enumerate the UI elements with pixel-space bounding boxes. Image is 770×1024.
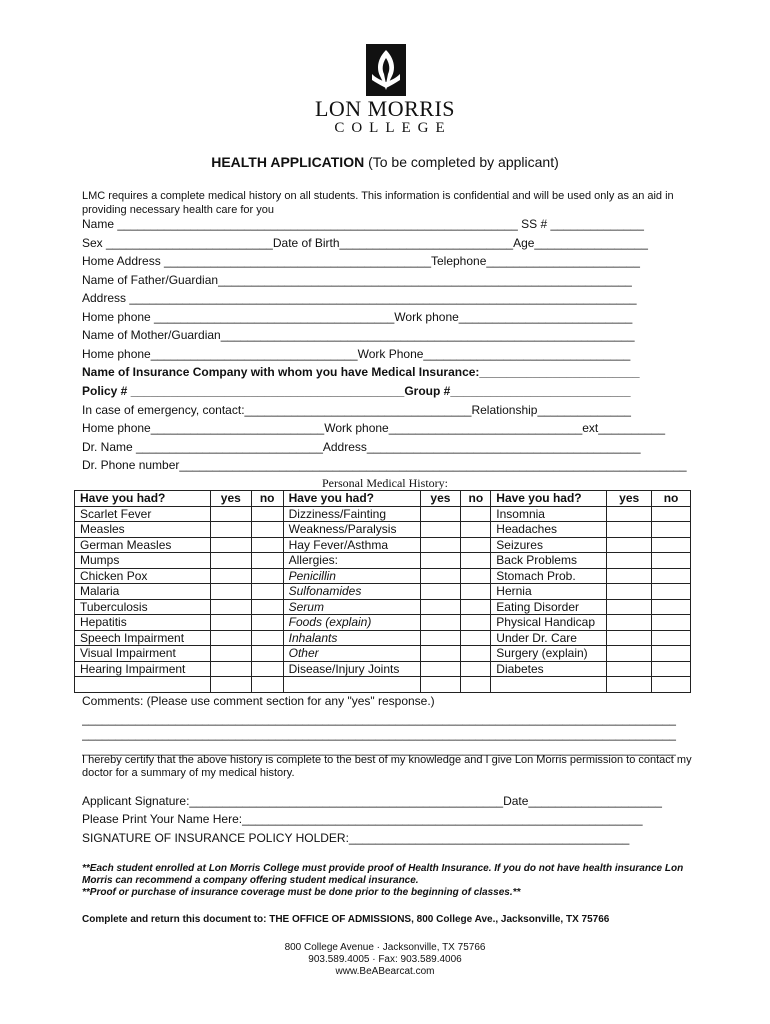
logo-name: LON MORRIS bbox=[314, 96, 456, 121]
answer-no-cell[interactable] bbox=[461, 661, 491, 677]
condition-label: Hay Fever/Asthma bbox=[283, 537, 420, 553]
table-header-row bbox=[75, 491, 691, 507]
condition-label: Physical Handicap bbox=[491, 615, 607, 631]
answer-yes-cell[interactable] bbox=[607, 677, 652, 693]
condition-label: Surgery (explain) bbox=[491, 646, 607, 662]
answer-no-cell[interactable] bbox=[251, 584, 283, 600]
condition-label: Hernia bbox=[491, 584, 607, 600]
answer-no-cell[interactable] bbox=[652, 599, 691, 615]
answer-no-cell[interactable] bbox=[652, 553, 691, 569]
answer-no-cell[interactable] bbox=[461, 646, 491, 662]
condition-label: Allergies: bbox=[283, 553, 420, 569]
answer-yes-cell[interactable] bbox=[210, 568, 251, 584]
condition-label: German Measles bbox=[75, 537, 211, 553]
answer-no-cell[interactable] bbox=[652, 506, 691, 522]
table-row bbox=[75, 522, 691, 538]
table-row bbox=[75, 630, 691, 646]
answer-no-cell[interactable] bbox=[251, 630, 283, 646]
footer-phone: 903.589.4005 · Fax: 903.589.4006 bbox=[308, 954, 462, 965]
answer-no-cell[interactable] bbox=[461, 584, 491, 600]
answer-no-cell[interactable] bbox=[461, 568, 491, 584]
table-row bbox=[75, 537, 691, 553]
answer-yes-cell[interactable] bbox=[210, 522, 251, 538]
answer-yes-cell[interactable] bbox=[210, 553, 251, 569]
answer-no-cell[interactable] bbox=[652, 661, 691, 677]
answer-yes-cell[interactable] bbox=[420, 677, 461, 693]
table-row bbox=[75, 661, 691, 677]
answer-no-cell[interactable] bbox=[461, 599, 491, 615]
table-row bbox=[75, 568, 691, 584]
home-address-field[interactable]: Home Address ________________________________________Telephone_______________________ bbox=[82, 254, 640, 268]
condition-label: Visual Impairment bbox=[75, 646, 211, 662]
answer-no-cell[interactable] bbox=[251, 522, 283, 538]
answer-yes-cell[interactable] bbox=[607, 646, 652, 662]
answer-yes-cell[interactable] bbox=[607, 615, 652, 631]
answer-no-cell[interactable] bbox=[652, 522, 691, 538]
answer-yes-cell[interactable] bbox=[420, 506, 461, 522]
condition-label: Disease/Injury Joints bbox=[283, 661, 420, 677]
answer-yes-cell[interactable] bbox=[607, 506, 652, 522]
doctor-phone-field[interactable]: Dr. Phone number____________________________________________________________________________ bbox=[82, 458, 687, 472]
condition-label: Dizziness/Fainting bbox=[283, 506, 420, 522]
answer-yes-cell[interactable] bbox=[420, 568, 461, 584]
address-field[interactable]: Address ____________________________________________________________________________ bbox=[82, 291, 637, 305]
doctor-name-field[interactable]: Dr. Name ____________________________Address_________________________________________ bbox=[82, 440, 641, 454]
answer-no-cell[interactable] bbox=[461, 553, 491, 569]
condition-label: Tuberculosis bbox=[75, 599, 211, 615]
column-header: no bbox=[461, 491, 491, 507]
answer-yes-cell[interactable] bbox=[607, 661, 652, 677]
answer-yes-cell[interactable] bbox=[210, 584, 251, 600]
column-header: Have you had? bbox=[491, 491, 607, 507]
table-row bbox=[75, 599, 691, 615]
answer-yes-cell[interactable] bbox=[607, 584, 652, 600]
condition-label: Scarlet Fever bbox=[75, 506, 211, 522]
print-name-field[interactable]: Please Print Your Name Here:____________________________________________________________ bbox=[82, 812, 643, 826]
condition-label: Foods (explain) bbox=[283, 615, 420, 631]
condition-label: Malaria bbox=[75, 584, 211, 600]
condition-label: Speech Impairment bbox=[75, 630, 211, 646]
answer-yes-cell[interactable] bbox=[210, 630, 251, 646]
condition-label: Inhalants bbox=[283, 630, 420, 646]
answer-yes-cell[interactable] bbox=[210, 506, 251, 522]
answer-no-cell[interactable] bbox=[251, 537, 283, 553]
column-header: yes bbox=[607, 491, 652, 507]
condition-label: Headaches bbox=[491, 522, 607, 538]
insurance-company-field[interactable]: Name of Insurance Company with whom you have Medical Insurance:________________________ bbox=[82, 365, 640, 379]
answer-yes-cell[interactable] bbox=[420, 522, 461, 538]
answer-no-cell[interactable] bbox=[251, 661, 283, 677]
policy-holder-signature-field[interactable]: SIGNATURE OF INSURANCE POLICY HOLDER:__________________________________________ bbox=[82, 831, 630, 845]
column-header: Have you had? bbox=[283, 491, 420, 507]
column-header: no bbox=[652, 491, 691, 507]
mother-phone-field[interactable]: Home phone_______________________________Work Phone_______________________________ bbox=[82, 347, 631, 361]
applicant-signature-field[interactable]: Applicant Signature:_______________________________________________Date____________________ bbox=[82, 794, 662, 808]
answer-no-cell[interactable] bbox=[461, 537, 491, 553]
table-row bbox=[75, 677, 691, 693]
condition-label: Diabetes bbox=[491, 661, 607, 677]
insurance-notes bbox=[82, 863, 692, 899]
answer-no-cell[interactable] bbox=[461, 630, 491, 646]
answer-no-cell[interactable] bbox=[652, 615, 691, 631]
comment-line[interactable]: _________________________________________________________________________________________ bbox=[82, 712, 676, 726]
table-row bbox=[75, 646, 691, 662]
answer-no-cell[interactable] bbox=[251, 568, 283, 584]
condition-label: Under Dr. Care bbox=[491, 630, 607, 646]
answer-no-cell[interactable] bbox=[652, 630, 691, 646]
insurance-note: **Each student enrolled at Lon Morris College must provide proof of Health Insurance. If you do not have health insurance Lon Morris can recommend a company offering student medical insurance. bbox=[82, 863, 684, 886]
condition-label: Measles bbox=[75, 522, 211, 538]
condition-label: Insomnia bbox=[491, 506, 607, 522]
answer-yes-cell[interactable] bbox=[210, 615, 251, 631]
answer-yes-cell[interactable] bbox=[420, 615, 461, 631]
footer-address: 800 College Avenue · Jacksonville, TX 75766 bbox=[284, 942, 486, 953]
answer-yes-cell[interactable] bbox=[607, 599, 652, 615]
answer-yes-cell[interactable] bbox=[420, 599, 461, 615]
answer-yes-cell[interactable] bbox=[210, 677, 251, 693]
answer-yes-cell[interactable] bbox=[420, 646, 461, 662]
answer-no-cell[interactable] bbox=[652, 568, 691, 584]
condition-label bbox=[283, 677, 420, 693]
emergency-phone-field[interactable]: Home phone__________________________Work phone_____________________________ext__________ bbox=[82, 421, 666, 435]
table-row bbox=[75, 615, 691, 631]
answer-yes-cell[interactable] bbox=[607, 537, 652, 553]
condition-label: Other bbox=[283, 646, 420, 662]
emergency-contact-field[interactable]: In case of emergency, contact:__________________________________Relationship______________ bbox=[82, 403, 631, 417]
table-row bbox=[75, 584, 691, 600]
table-row bbox=[75, 506, 691, 522]
answer-yes-cell[interactable] bbox=[607, 522, 652, 538]
answer-yes-cell[interactable] bbox=[420, 584, 461, 600]
answer-yes-cell[interactable] bbox=[420, 553, 461, 569]
page-title bbox=[0, 154, 770, 170]
comment-line[interactable]: _________________________________________________________________________________________ bbox=[82, 742, 676, 756]
condition-label: Hearing Impairment bbox=[75, 661, 211, 677]
answer-yes-cell[interactable] bbox=[420, 537, 461, 553]
answer-yes-cell[interactable] bbox=[210, 599, 251, 615]
return-instructions: Complete and return this document to: THE OFFICE OF ADMISSIONS, 800 College Ave., Jacksonville, TX 75766 bbox=[82, 914, 610, 925]
answer-no-cell[interactable] bbox=[251, 506, 283, 522]
column-header: yes bbox=[210, 491, 251, 507]
answer-no-cell[interactable] bbox=[251, 599, 283, 615]
answer-no-cell[interactable] bbox=[652, 537, 691, 553]
answer-no-cell[interactable] bbox=[652, 646, 691, 662]
answer-yes-cell[interactable] bbox=[210, 661, 251, 677]
condition-label bbox=[75, 677, 211, 693]
answer-no-cell[interactable] bbox=[652, 677, 691, 693]
condition-label: Chicken Pox bbox=[75, 568, 211, 584]
answer-yes-cell[interactable] bbox=[607, 553, 652, 569]
name-field[interactable]: Name ____________________________________________________________ SS # ______________ bbox=[82, 217, 644, 231]
sex-dob-age-field[interactable]: Sex _________________________Date of Birth__________________________Age_________________ bbox=[82, 236, 648, 250]
title-rest: (To be completed by applicant) bbox=[368, 154, 559, 170]
condition-label: Back Problems bbox=[491, 553, 607, 569]
condition-label bbox=[491, 677, 607, 693]
intro-text: LMC requires a complete medical history on all students. This information is confidential and will be used only as an aid in providing necessary health care for you bbox=[82, 190, 674, 216]
footer-website[interactable]: www.BeABearcat.com bbox=[335, 966, 435, 977]
condition-label: Mumps bbox=[75, 553, 211, 569]
comment-line[interactable]: _________________________________________________________________________________________ bbox=[82, 727, 676, 741]
answer-no-cell[interactable] bbox=[251, 677, 283, 693]
condition-label: Sulfonamides bbox=[283, 584, 420, 600]
condition-label: Stomach Prob. bbox=[491, 568, 607, 584]
college-logo-icon bbox=[366, 44, 406, 96]
personal-history-label: Personal Medical History: bbox=[322, 476, 448, 490]
answer-yes-cell[interactable] bbox=[420, 661, 461, 677]
policy-group-field[interactable]: Policy # _________________________________________Group #___________________________ bbox=[82, 384, 631, 398]
insurance-note: **Proof or purchase of insurance coverage must be done prior to the beginning of classes.** bbox=[82, 887, 521, 898]
certify-statement: I hereby certify that the above history is complete to the best of my knowledge and I give Lon Morris permission to contact my doctor for a summary of my medical history. bbox=[82, 754, 692, 779]
answer-yes-cell[interactable] bbox=[210, 537, 251, 553]
table-row bbox=[75, 553, 691, 569]
title-bold: HEALTH APPLICATION bbox=[211, 154, 365, 170]
condition-label: Eating Disorder bbox=[491, 599, 607, 615]
answer-no-cell[interactable] bbox=[461, 522, 491, 538]
answer-no-cell[interactable] bbox=[461, 677, 491, 693]
column-header: no bbox=[251, 491, 283, 507]
condition-label: Hepatitis bbox=[75, 615, 211, 631]
answer-no-cell[interactable] bbox=[461, 615, 491, 631]
answer-no-cell[interactable] bbox=[251, 553, 283, 569]
column-header: Have you had? bbox=[75, 491, 211, 507]
answer-yes-cell[interactable] bbox=[420, 630, 461, 646]
column-header: yes bbox=[420, 491, 461, 507]
condition-label: Serum bbox=[283, 599, 420, 615]
answer-yes-cell[interactable] bbox=[210, 646, 251, 662]
answer-no-cell[interactable] bbox=[461, 506, 491, 522]
answer-no-cell[interactable] bbox=[652, 584, 691, 600]
condition-label: Seizures bbox=[491, 537, 607, 553]
answer-yes-cell[interactable] bbox=[607, 568, 652, 584]
answer-yes-cell[interactable] bbox=[607, 630, 652, 646]
medical-history-table bbox=[74, 490, 691, 693]
mother-guardian-field[interactable]: Name of Mother/Guardian______________________________________________________________ bbox=[82, 328, 635, 342]
condition-label: Weakness/Paralysis bbox=[283, 522, 420, 538]
father-guardian-field[interactable]: Name of Father/Guardian______________________________________________________________ bbox=[82, 273, 632, 287]
answer-no-cell[interactable] bbox=[251, 646, 283, 662]
condition-label: Penicillin bbox=[283, 568, 420, 584]
answer-no-cell[interactable] bbox=[251, 615, 283, 631]
comments-label: Comments: (Please use comment section for any "yes" response.) bbox=[82, 694, 435, 708]
logo-subtitle: COLLEGE bbox=[334, 120, 452, 136]
father-phone-field[interactable]: Home phone ____________________________________Work phone__________________________ bbox=[82, 310, 633, 324]
